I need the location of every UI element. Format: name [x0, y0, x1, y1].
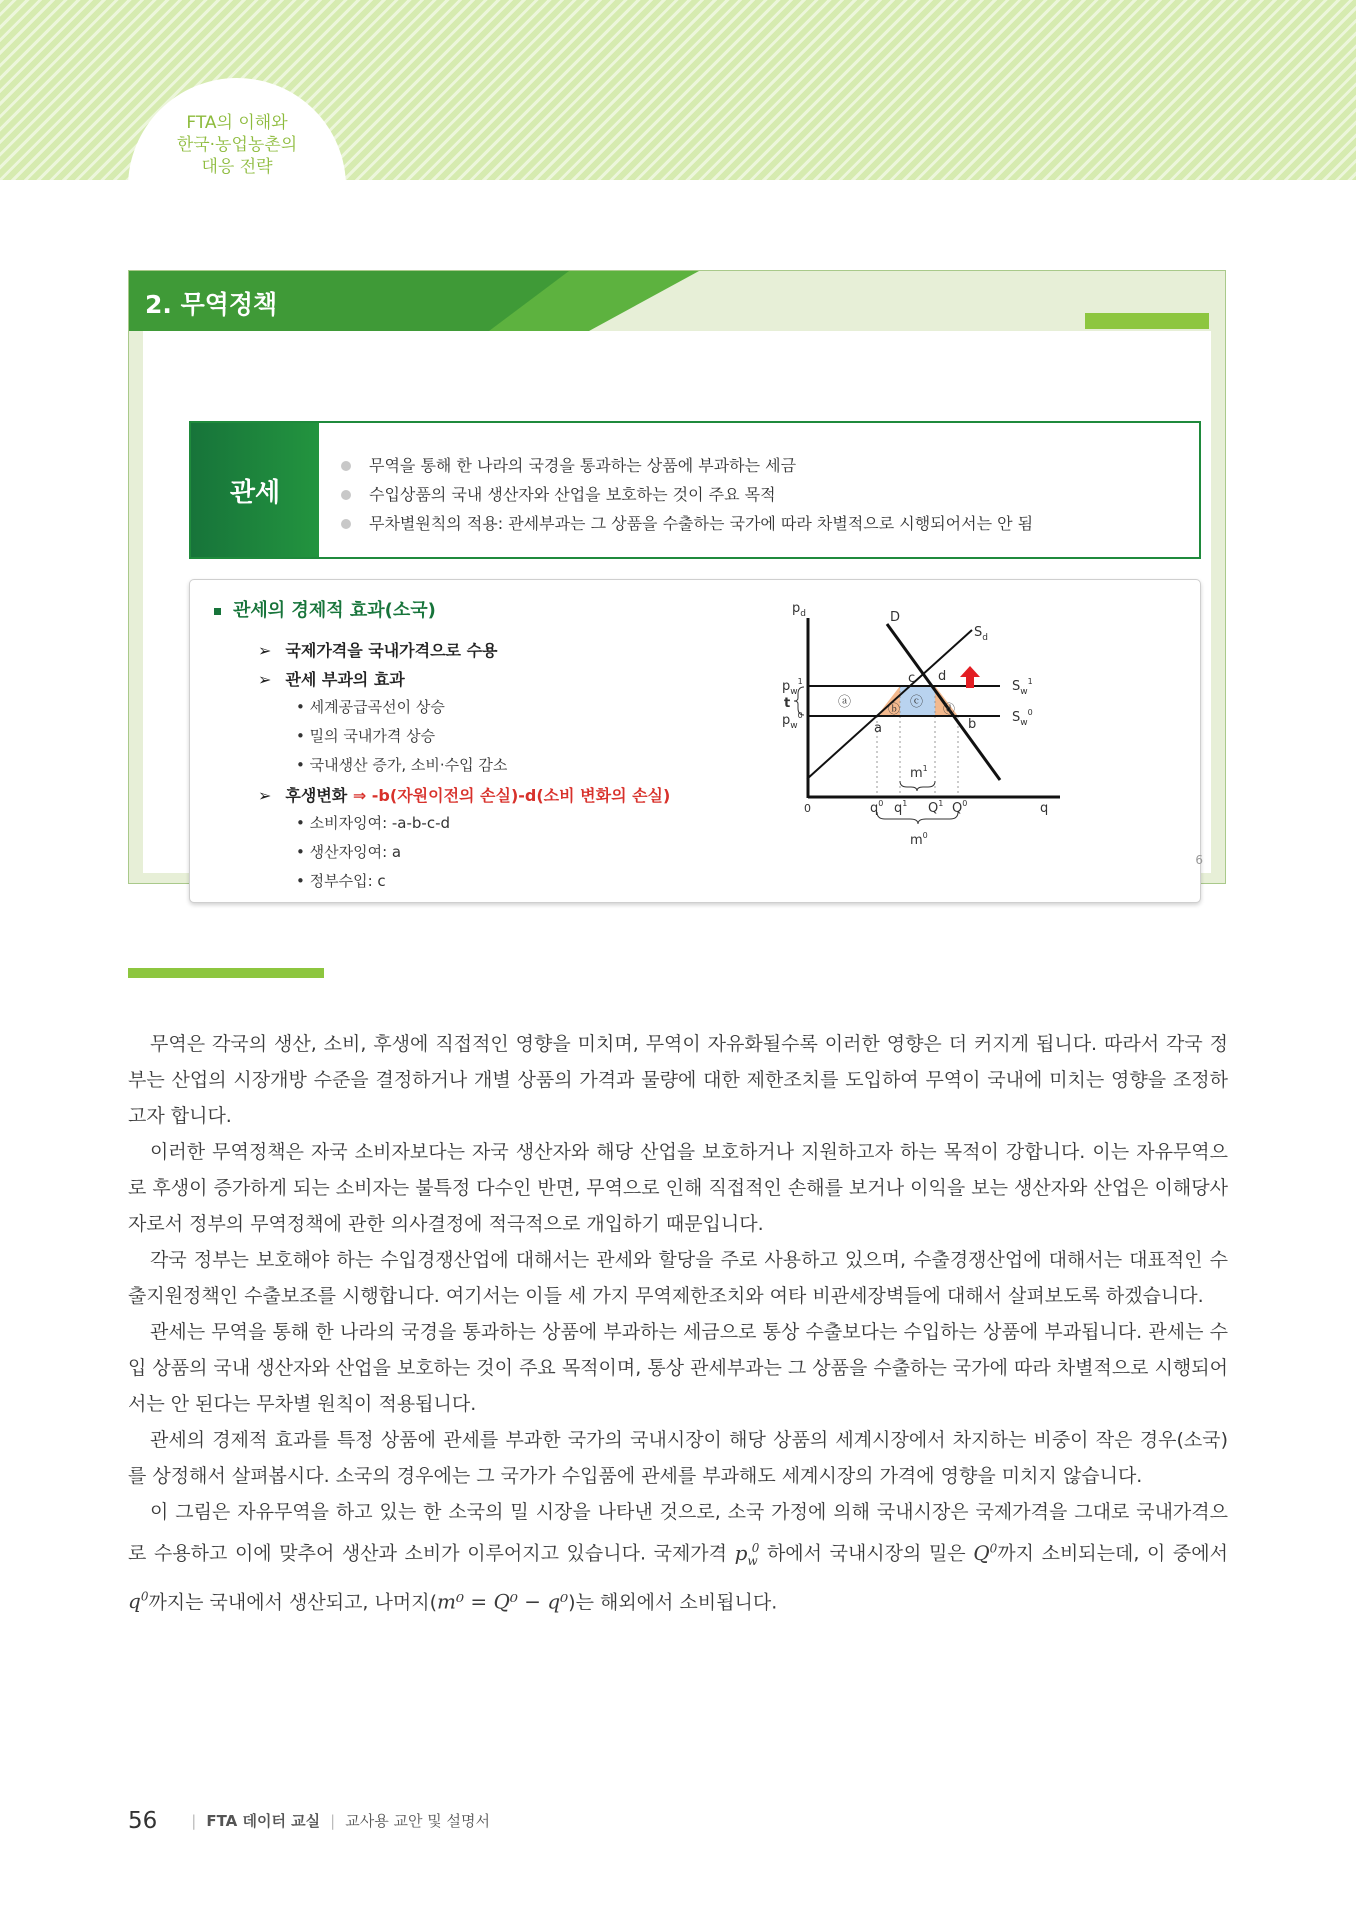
footer-book-title: FTA 데이터 교실 — [206, 1812, 321, 1830]
svg-text:D: D — [890, 610, 901, 625]
slide-header-banner — [129, 271, 1225, 331]
slide-figure — [128, 270, 1226, 890]
tariff-item: 수입상품의 국내 생산자와 산업을 보호하는 것이 주요 목적 — [339, 480, 1033, 509]
effects-bullet: • 세계공급곡선이 상승 — [296, 698, 445, 716]
math-q0: $q^0$ — [128, 1589, 149, 1614]
page-footer: 56 | FTA 데이터 교실 | 교사용 교안 및 설명서 — [128, 1808, 490, 1834]
arrow-bullet-icon: ➢ — [258, 670, 272, 689]
tariff-diagram — [782, 590, 1110, 902]
section-divider — [128, 968, 324, 978]
tariff-item: 무차별원칙의 적용: 관세부과는 그 상품을 수출하는 국가에 따라 차별적으로 시행되어서는 안 됨 — [339, 509, 1033, 538]
effects-bullet: • 생산자잉여: a — [296, 843, 402, 861]
svg-text:Sd: $S_d$ — [974, 625, 988, 643]
arrow-bullet-icon: ➢ — [258, 641, 272, 660]
effects-bullet: • 정부수입: c — [296, 872, 386, 890]
slide-page-number: 6 — [1195, 853, 1203, 867]
footer-book-subtitle: 교사용 교안 및 설명서 — [345, 1812, 490, 1830]
tariff-label: 관세 — [191, 423, 319, 557]
body-paragraph: 관세의 경제적 효과를 특정 상품에 관세를 부과한 국가의 국내시장이 해당 상품의 세계시장에서 차지하는 비중이 작은 경우(소국)를 상정해서 살펴봅시다. 소국의 경우에는 그 국가가 수입품에 관세를 부과해도 세계시장의 가격에 영향을 미치지 않습니다. — [128, 1429, 1228, 1487]
svg-text:q1: $q^1$ — [894, 799, 908, 816]
svg-text:c: c — [908, 671, 916, 686]
price-rise-arrow-icon — [960, 666, 980, 688]
effects-bullet: • 국내생산 증가, 소비·수입 감소 — [296, 756, 508, 774]
svg-text:Q0: $Q^0$ — [952, 799, 968, 816]
math-Q0: $Q^0$ — [973, 1540, 998, 1565]
m1-brace — [900, 781, 935, 791]
svg-text:t: t — [784, 696, 791, 711]
svg-text:q0: $q^0$ — [870, 799, 884, 816]
svg-text:Q1: $Q^1$ — [928, 799, 944, 816]
body-paragraph: 각국 정부는 보호해야 하는 수입경쟁산업에 대해서는 관세와 할당을 주로 사용하고 있으며, 수출경쟁산업에 대해서는 대표적인 수출지원정책인 수출보조를 시행합니다. 여기서는 이들 세 가지 무역제한조치와 여타 비관세장벽들에 대해서 살펴보도록 하겠습니다. — [128, 1249, 1228, 1307]
tariff-effects-box — [189, 579, 1201, 903]
tariff-definition-box — [189, 421, 1201, 559]
svg-text:d: d — [938, 669, 947, 684]
slide-title: 2. 무역정책 — [145, 290, 278, 319]
chapter-title: FTA의 이해와 한국·농업농촌의 대응 전략 — [176, 113, 298, 177]
svg-text:Sw1: $S_w^1$ — [1012, 677, 1033, 697]
svg-text:0: 0 — [804, 802, 811, 815]
arrow-bullet-icon: ➢ — [258, 786, 272, 805]
tariff-item: 무역을 통해 한 나라의 국경을 통과하는 상품에 부과하는 세금 — [339, 451, 1033, 480]
effects-sub-item: ➢ 후생변화 ⇒ -b(자원이전의 손실)-d(소비 변화의 손실) — [258, 786, 671, 805]
body-paragraph: 관세는 무역을 통해 한 나라의 국경을 통과하는 상품에 부과하는 세금으로 통상 수출보다는 수입하는 상품에 부과됩니다. 관세는 수입 상품의 국내 생산자와 산업을 보호하는 것이 주요 목적이며, 통상 관세부과는 그 상품을 수출하는 국가에 따라 차별적으로 시행되어서는 안 된다는 무차별 원칙이 적용됩니다. — [128, 1321, 1228, 1415]
svg-text:pw0: $p_w^0$ — [782, 711, 803, 731]
svg-text:ⓓ: ⓓ — [943, 702, 956, 716]
svg-text:q: q — [1040, 801, 1049, 816]
effects-bullet: • 소비자잉여: -a-b-c-d — [296, 814, 451, 832]
page-number: 56 — [128, 1808, 158, 1834]
svg-text:pw1: $p_w^1$ — [782, 677, 803, 697]
body-paragraph: 이 그림은 자유무역을 하고 있는 한 소국의 밀 시장을 나타낸 것으로, 소국 가정에 의해 국내시장은 국제가격을 그대로 국내가격으로 수용하고 이에 맞추어 생산과 소비가 이루어지고 있습니다. 국제가격 $p_w^0$ 하에서 국내시장의 밀은 $Q^0$까지 소비되는데, 이 중에서 $q^0$까지는 국내에서 생산되고, 나머지(m⁰ = Q⁰ − q⁰)는 해외에서 소비됩니다. — [128, 1501, 1228, 1614]
tariff-list — [339, 451, 1033, 538]
effects-heading: 관세의 경제적 효과(소국) — [214, 596, 436, 622]
square-bullet-icon — [214, 608, 221, 615]
svg-text:ⓒ: ⓒ — [910, 695, 924, 710]
effects-sub-item: ➢ 국제가격을 국내가격으로 수용 — [258, 641, 498, 660]
svg-text:m0: $m^0$ — [910, 831, 928, 848]
effects-sub-item: ➢ 관세 부과의 효과 — [258, 670, 405, 689]
svg-text:pd: $p_d$ — [792, 601, 806, 619]
math-pw0: $p_w^0$ — [734, 1540, 760, 1568]
svg-text:ⓑ: ⓑ — [888, 702, 901, 716]
slide-body — [143, 331, 1211, 890]
svg-text:Sw0: $S_w^0$ — [1012, 708, 1033, 728]
svg-text:a: a — [874, 721, 882, 736]
svg-text:ⓐ: ⓐ — [838, 695, 852, 710]
body-paragraph: 이러한 무역정책은 자국 소비자보다는 자국 생산자와 해당 산업을 보호하거나 지원하고자 하는 목적이 강합니다. 이는 자유무역으로 후생이 증가하게 되는 소비자는 불특정 다수인 반면, 무역으로 인해 직접적인 손해를 보거나 이익을 보는 생산자와 산업은 이해당사자로서 정부의 무역정책에 관한 의사결정에 적극적으로 개입하기 때문입니다. — [128, 1141, 1228, 1235]
svg-text:b: b — [968, 717, 977, 732]
svg-text:m1: $m^1$ — [910, 764, 928, 781]
body-paragraph: 무역은 각국의 생산, 소비, 후생에 직접적인 영향을 미치며, 무역이 자유화될수록 이러한 영향은 더 커지게 됩니다. 따라서 각국 정부는 산업의 시장개방 수준을 결정하거나 개별 상품의 가격과 물량에 대한 제한조치를 도입하여 무역이 국내에 미치는 영향을 조정하고자 합니다. — [128, 1033, 1228, 1127]
effects-bullet: • 밀의 국내가격 상승 — [296, 727, 436, 745]
math-equation: m⁰ = Q⁰ − q⁰ — [436, 1589, 569, 1614]
body-text — [128, 1026, 1228, 1620]
m0-brace — [877, 812, 958, 824]
